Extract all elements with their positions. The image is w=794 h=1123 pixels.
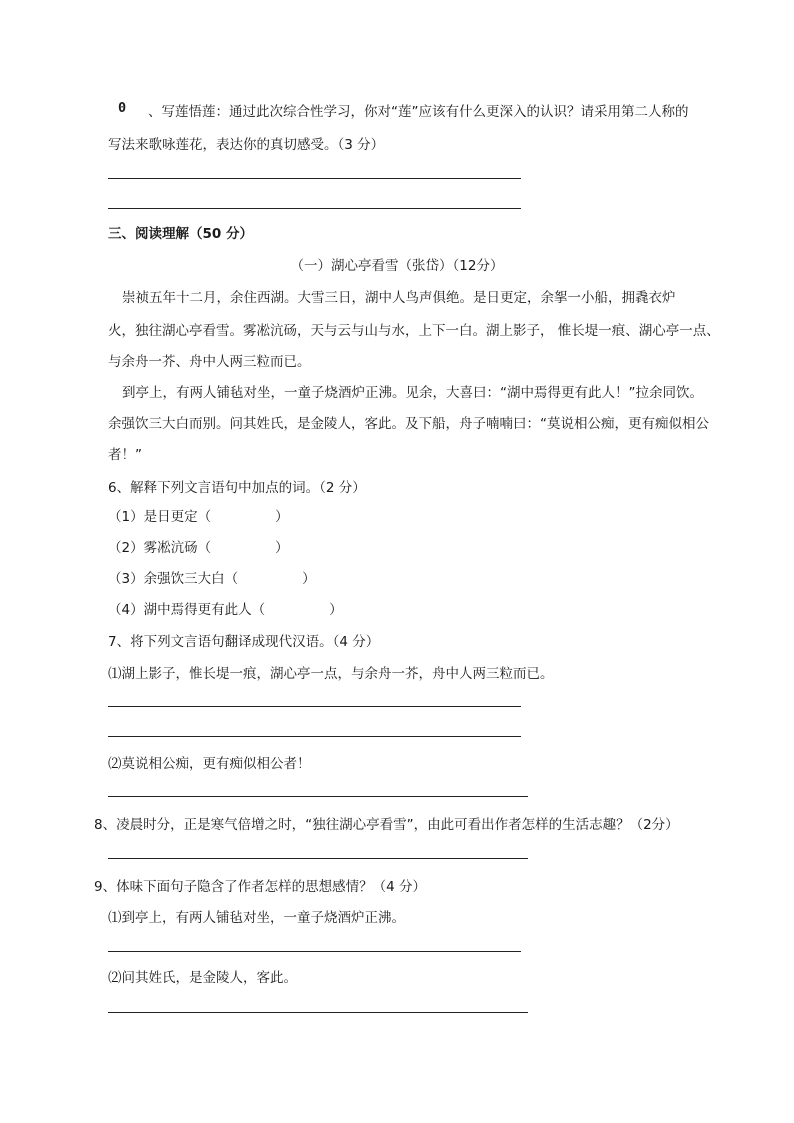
question-7-sub-2: ⑵莫说相公痴，更有痴似相公者！ <box>108 756 311 772</box>
passage-p2-line2: 余强饮三大白而别。问其姓氏，是金陵人，客此。及下船，舟子喃喃曰：“莫说相公痴，更有痴似相公 <box>108 416 709 432</box>
question-6-item-1 <box>108 505 289 525</box>
question-7-sub-1: ⑴湖上影子，惟长堤一痕，湖心亭一点，与余舟一芥，舟中人两三粒而已。 <box>108 666 554 682</box>
passage-p2-line1: 到亭上，有两人铺毡对坐，一童子烧酒炉正沸。见余，大喜曰：“湖中焉得更有此人！”拉余同饮。 <box>122 385 703 401</box>
passage-p1-line2: 火，独往湖心亭看雪。雾凇沆砀，天与云与山与水，上下一白。湖上影子， 惟长堤一痕、湖心亭一点、 <box>108 323 720 339</box>
passage-title: （一）湖心亭看雪（张岱）（12分） <box>290 258 504 274</box>
passage-p1-line3: 与余舟一芥、舟中人两三粒而已。 <box>108 354 311 370</box>
answer-line <box>108 208 521 209</box>
answer-line <box>108 796 528 797</box>
question-8-title: 8、凌晨时分，正是寒气倍增之时，“独往湖心亭看雪”，由此可看出作者怎样的生活志趣？（2分） <box>94 817 679 833</box>
question-6-item-4 <box>108 598 343 618</box>
section-3-title: 三、阅读理解（50 分） <box>108 226 253 242</box>
question-6-title: 6、解释下列文言语句中加点的词。（2 分） <box>108 480 366 496</box>
item-label: （4）湖中焉得更有此人（ <box>108 602 266 618</box>
answer-line <box>108 1012 528 1013</box>
item-close: ） <box>275 540 289 556</box>
question-5-text-line1: 、写莲悟莲：通过此次综合性学习，你对“莲”应该有什么更深入的认识？请采用第二人称的 <box>148 104 689 120</box>
item-label: （1）是日更定（ <box>108 509 212 525</box>
question-9-sub-1: ⑴到亭上，有两人铺毡对坐，一童子烧酒炉正沸。 <box>108 910 405 926</box>
question-9-sub-2: ⑵问其姓氏，是金陵人，客此。 <box>108 970 297 986</box>
passage-p1-line1: 崇祯五年十二月，余住西湖。大雪三日，湖中人鸟声俱绝。是日更定，余挐一小船，拥毳衣炉 <box>122 290 676 306</box>
item-close: ） <box>302 571 316 587</box>
question-5-text-line2: 写法来歌咏莲花，表达你的真切感受。（3 分） <box>108 137 385 153</box>
question-6-item-3 <box>108 567 316 587</box>
passage-p2-line3: 者！” <box>108 447 142 463</box>
item-close: ） <box>329 602 343 618</box>
question-9-title: 9、体味下面句子隐含了作者怎样的思想感情？（4 分） <box>94 879 426 895</box>
answer-line <box>108 178 521 179</box>
item-label: （2）雾凇沆砀（ <box>108 540 212 556</box>
answer-line <box>108 706 521 707</box>
item-label: （3）余强饮三大白（ <box>108 571 239 587</box>
answer-line <box>108 951 521 952</box>
item-close: ） <box>275 509 289 525</box>
question-5-number: 0 <box>118 100 127 116</box>
question-7-title: 7、将下列文言语句翻译成现代汉语。（4 分） <box>108 634 380 650</box>
answer-line <box>108 736 521 737</box>
question-6-item-2 <box>108 536 289 556</box>
answer-line <box>108 858 528 859</box>
